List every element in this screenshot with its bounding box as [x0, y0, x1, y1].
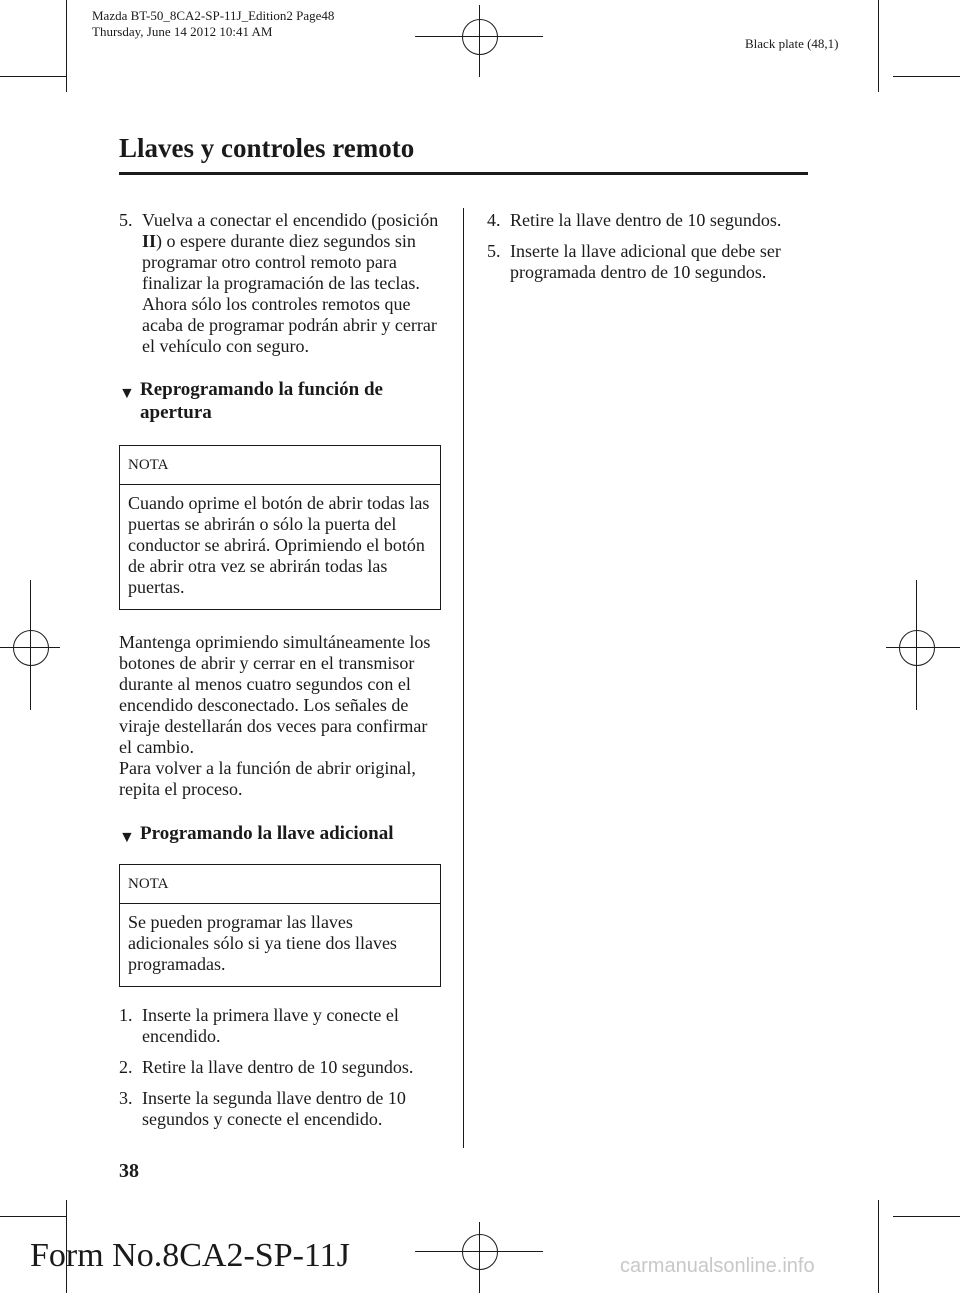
registration-mark-line [30, 580, 31, 710]
registration-mark-line [415, 36, 543, 37]
registration-mark-line [479, 5, 480, 77]
step-number: 5. [119, 210, 133, 230]
paragraph: Mantenga oprimiendo simultáneamente los botones de abrir y cerrar en el transmisor durante al menos cuatro segundos con el encendido desconectado. Los señales de viraje destellarán dos veces para confirmar el cambio. [119, 632, 431, 757]
registration-mark-line [916, 580, 917, 710]
registration-mark-icon [462, 19, 498, 55]
title-rule [119, 172, 808, 175]
step-number: 1. [119, 1005, 133, 1025]
heading-text: Reprogramando la función de apertura [140, 379, 383, 423]
registration-mark-icon [13, 630, 49, 666]
step-number: 3. [119, 1088, 133, 1108]
form-number: Form No.8CA2-SP-11J [30, 1237, 350, 1274]
triangle-down-icon: ▼ [119, 829, 135, 846]
note-body: Se pueden programar las llaves adicionales sólo si ya tiene dos llaves programadas. [128, 912, 397, 974]
step-5 [119, 210, 441, 357]
list-item [119, 1088, 441, 1130]
note-box [119, 864, 441, 987]
heading-reprogram [119, 378, 441, 424]
step-text-cont: ) o espere durante diez segundos sin programar otro control remoto para finalizar la programación de las teclas. Ahora sólo los controles remotos que acaba de programar podrán abrir y cerrar el vehículo con seguro. [142, 231, 437, 356]
crop-mark [66, 0, 67, 92]
note-title: NOTA [120, 865, 440, 904]
step-text: Inserte la primera llave y conecte el encendido. [142, 1005, 399, 1046]
note-title: NOTA [120, 446, 440, 485]
page-number: 38 [119, 1160, 139, 1182]
list-item [119, 1057, 441, 1078]
step-text: Inserte la segunda llave dentro de 10 segundos y conecte el encendido. [142, 1088, 406, 1129]
crop-mark [878, 0, 879, 92]
crop-mark [878, 1200, 879, 1293]
note-body: Cuando oprime el botón de abrir todas las puertas se abrirán o sólo la puerta del conductor se abrirá. Oprimiendo el botón de abrir otra vez se abrirán todas las puertas. [128, 493, 430, 597]
crop-mark [0, 76, 66, 77]
column-divider [463, 208, 464, 1148]
list-item [119, 1005, 441, 1047]
step-number: 4. [487, 210, 501, 230]
print-meta-line1: Mazda BT-50_8CA2-SP-11J_Edition2 Page48 [92, 8, 335, 23]
plate-label: Black plate (48,1) [745, 36, 839, 51]
step-text: Vuelva a conectar el encendido (posición [142, 210, 439, 230]
registration-mark-icon [899, 630, 935, 666]
paragraph: Para volver a la función de abrir original, repita el proceso. [119, 758, 416, 799]
print-meta-line2: Thursday, June 14 2012 10:41 AM [92, 24, 273, 39]
watermark: carmanualsonline.info [620, 1255, 815, 1277]
right-column [487, 210, 827, 293]
registration-mark-line [415, 1251, 543, 1252]
heading-additional-key [119, 822, 441, 845]
step-number: 2. [119, 1057, 133, 1077]
crop-mark [893, 1216, 960, 1217]
crop-mark [0, 1216, 66, 1217]
step-text: Retire la llave dentro de 10 segundos. [510, 210, 782, 230]
registration-mark-line [886, 647, 960, 648]
ignition-position: II [142, 231, 157, 251]
section-title: Llaves y controles remoto [119, 133, 415, 163]
print-meta [92, 8, 334, 40]
registration-mark-icon [462, 1234, 498, 1270]
step-text: Retire la llave dentro de 10 segundos. [142, 1057, 414, 1077]
list-item [487, 210, 827, 231]
step-text: Inserte la llave adicional que debe ser programada dentro de 10 segundos. [510, 241, 781, 282]
registration-mark-line [479, 1222, 480, 1293]
note-box [119, 445, 441, 610]
crop-mark [893, 76, 960, 77]
step-number: 5. [487, 241, 501, 261]
steps-list [119, 1005, 441, 1130]
list-item [487, 241, 827, 283]
heading-text: Programando la llave adicional [140, 823, 394, 844]
left-column [119, 210, 441, 1140]
registration-mark-line [0, 647, 60, 648]
triangle-down-icon: ▼ [119, 385, 135, 402]
